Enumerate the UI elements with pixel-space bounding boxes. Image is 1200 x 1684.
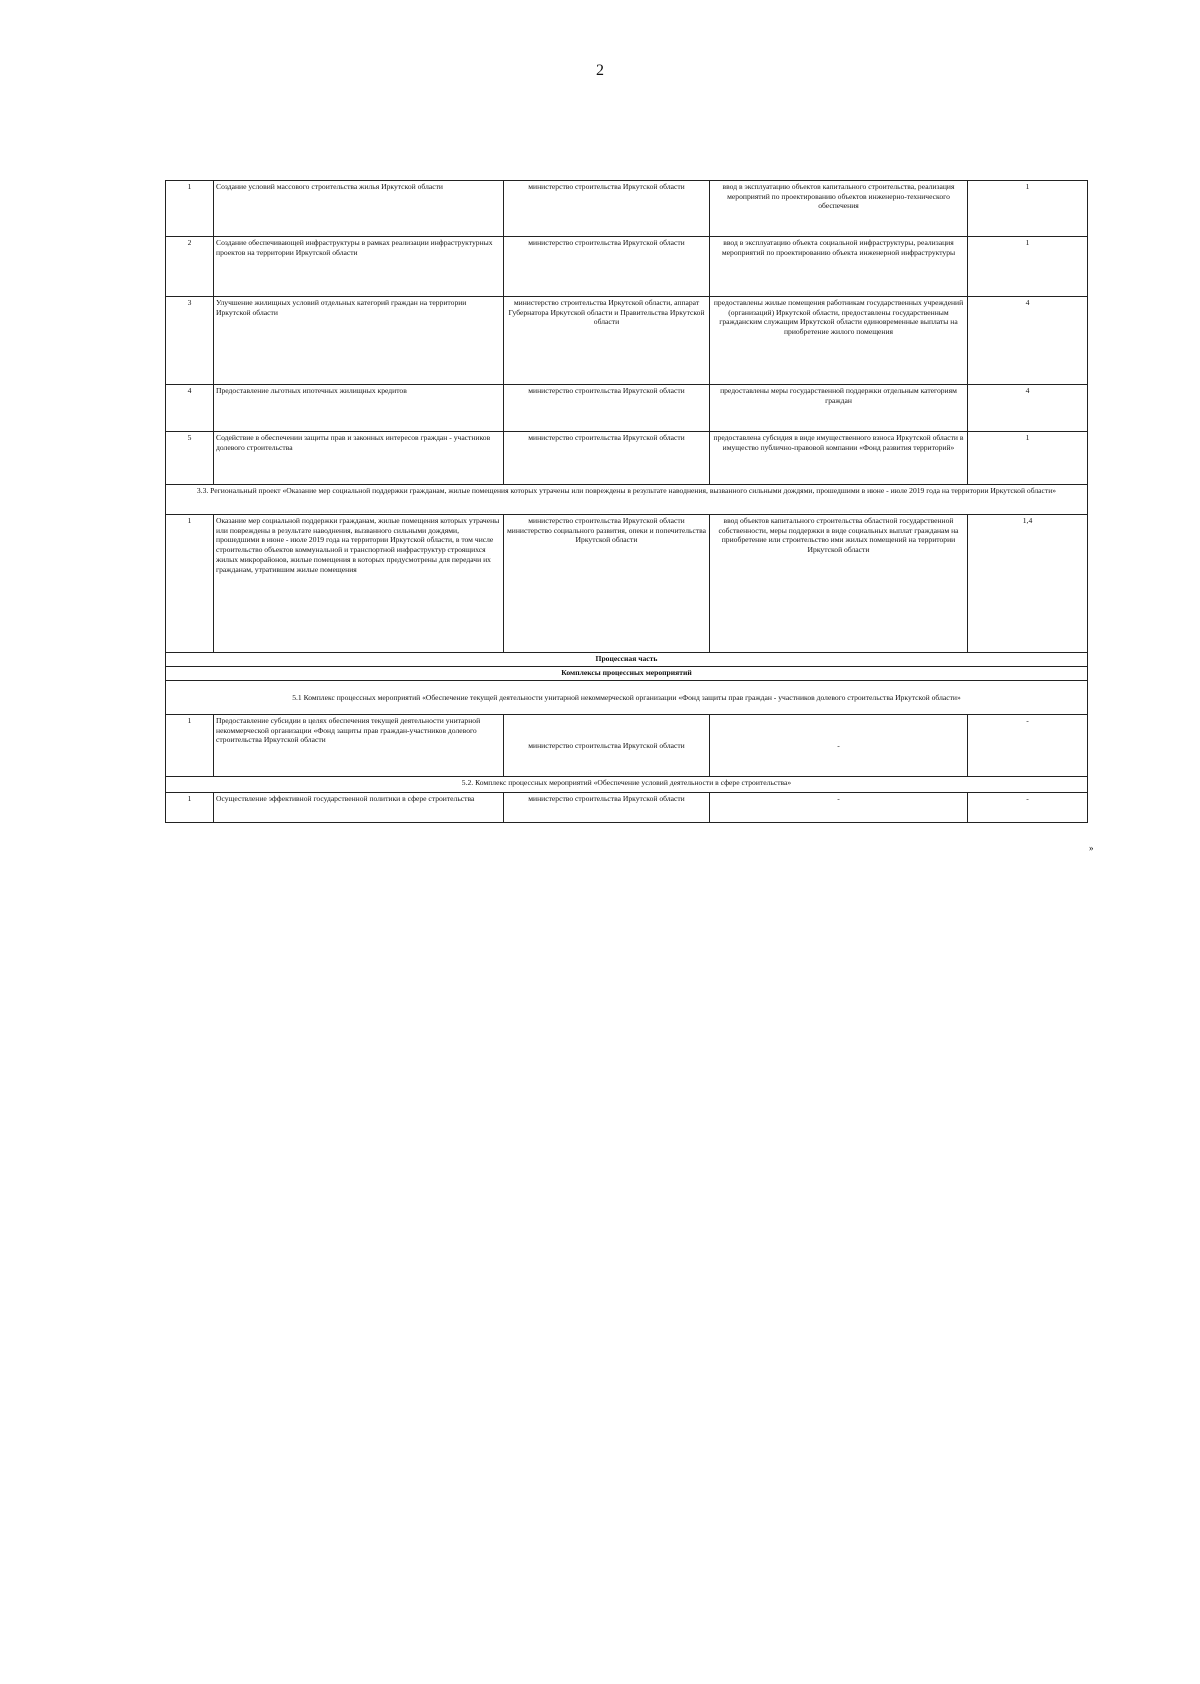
expected-result: предоставлены жилые помещения работникам государственных учреждений (организаций) Иркутской области, предоставлены государственным гражданским служащим Иркутской области единовременные выплаты на приобретение жилого помещения — [710, 297, 968, 385]
responsible-body: министерство строительства Иркутской области — [504, 432, 710, 485]
table-row — [166, 385, 1088, 432]
responsible-body: министерство строительства Иркутской области — [504, 237, 710, 297]
measures-table — [165, 180, 1088, 823]
header-row — [166, 653, 1088, 667]
complexes-header: Комплексы процессных мероприятий — [166, 667, 1088, 681]
row-number: 1 — [166, 181, 214, 237]
indicator-link: 4 — [968, 297, 1088, 385]
indicator-link: 4 — [968, 385, 1088, 432]
indicator-link: 1 — [968, 181, 1088, 237]
indicator-link: 1 — [968, 432, 1088, 485]
task-name: Содействие в обеспечении защиты прав и законных интересов граждан - участников долевого строительства — [214, 432, 504, 485]
table-row — [166, 432, 1088, 485]
section-title-5-1: 5.1 Комплекс процессных мероприятий «Обеспечение текущей деятельности унитарной некоммерческой организации «Фонд защиты прав граждан - участников долевого строительства Иркутской области» — [166, 681, 1088, 715]
row-number: 1 — [166, 515, 214, 653]
expected-result: предоставлены меры государственной поддержки отдельным категориям граждан — [710, 385, 968, 432]
row-number: 1 — [166, 715, 214, 777]
section-row — [166, 485, 1088, 515]
responsible-body: министерство строительства Иркутской области, аппарат Губернатора Иркутской области и Правительства Иркутской области — [504, 297, 710, 385]
section-title-5-2: 5.2. Комплекс процессных мероприятий «Обеспечение условий деятельности в сфере строительства» — [166, 777, 1088, 793]
table-row — [166, 237, 1088, 297]
indicator-link: - — [968, 715, 1088, 777]
task-name: Создание обеспечивающей инфраструктуры в рамках реализации инфраструктурных проектов на территории Иркутской области — [214, 237, 504, 297]
page-number: 2 — [596, 62, 604, 79]
process-part-header: Процессная часть — [166, 653, 1088, 667]
responsible-body: министерство строительства Иркутской области министерство социального развития, опеки и попечительства Иркутской области — [504, 515, 710, 653]
task-name: Создание условий массового строительства жилья Иркутской области — [214, 181, 504, 237]
table-row — [166, 515, 1088, 653]
responsible-body: министерство строительства Иркутской области — [504, 181, 710, 237]
table-row — [166, 715, 1088, 777]
indicator-link: 1,4 — [968, 515, 1088, 653]
expected-result: ввод в эксплуатацию объектов капитального строительства, реализация мероприятий по проектированию объектов инженерно-технического обеспечения — [710, 181, 968, 237]
row-number: 2 — [166, 237, 214, 297]
expected-result: ввод объектов капитального строительства областной государственной собственности, меры поддержки в виде социальных выплат гражданам на приобретение или строительство ими жилых помещений на территории Иркутской области — [710, 515, 968, 653]
responsible-body: министерство строительства Иркутской области — [504, 793, 710, 823]
task-name: Улучшение жилищных условий отдельных категорий граждан на территории Иркутской области — [214, 297, 504, 385]
section-row — [166, 777, 1088, 793]
row-number: 4 — [166, 385, 214, 432]
row-number: 5 — [166, 432, 214, 485]
section-title-3-3: 3.3. Региональный проект «Оказание мер социальной поддержки гражданам, жилые помещения которых утрачены или повреждены в результате наводнения, вызванного сильными дождями, прошедшими в июне - июле 2019 года на территории Иркутской области» — [166, 485, 1088, 515]
section-row — [166, 681, 1088, 715]
responsible-body: министерство строительства Иркутской области — [504, 715, 710, 777]
expected-result: ввод в эксплуатацию объекта социальной инфраструктуры, реализация мероприятий по проектированию объекта инженерной инфраструктуры — [710, 237, 968, 297]
expected-result: - — [710, 715, 968, 777]
header-row — [166, 667, 1088, 681]
task-name: Осуществление эффективной государственной политики в сфере строительства — [214, 793, 504, 823]
table-row — [166, 793, 1088, 823]
expected-result: - — [710, 793, 968, 823]
row-number: 3 — [166, 297, 214, 385]
responsible-body: министерство строительства Иркутской области — [504, 385, 710, 432]
task-name: Предоставление льготных ипотечных жилищных кредитов — [214, 385, 504, 432]
row-number: 1 — [166, 793, 214, 823]
indicator-link: - — [968, 793, 1088, 823]
expected-result: предоставлена субсидия в виде имущественного взноса Иркутской области в имущество публично-правовой компании «Фонд развития территорий» — [710, 432, 968, 485]
task-name: Оказание мер социальной поддержки гражданам, жилые помещения которых утрачены или повреждены в результате наводнения, вызванного сильными дождями, прошедшими в июне - июле 2019 года на территории Иркутской области, в том числе строительство объектов коммунальной и транспортной инфраструктур строящихся жилых микрорайонов, жилые помещения в которых предусмотрены для передачи их гражданам, утратившим жилые помещения — [214, 515, 504, 653]
closing-quote: » — [1089, 843, 1094, 853]
task-name: Предоставление субсидии в целях обеспечения текущей деятельности унитарной некоммерческой организации «Фонд защиты прав граждан-участников долевого строительства Иркутской области — [214, 715, 504, 777]
table-row — [166, 181, 1088, 237]
table-row — [166, 297, 1088, 385]
indicator-link: 1 — [968, 237, 1088, 297]
